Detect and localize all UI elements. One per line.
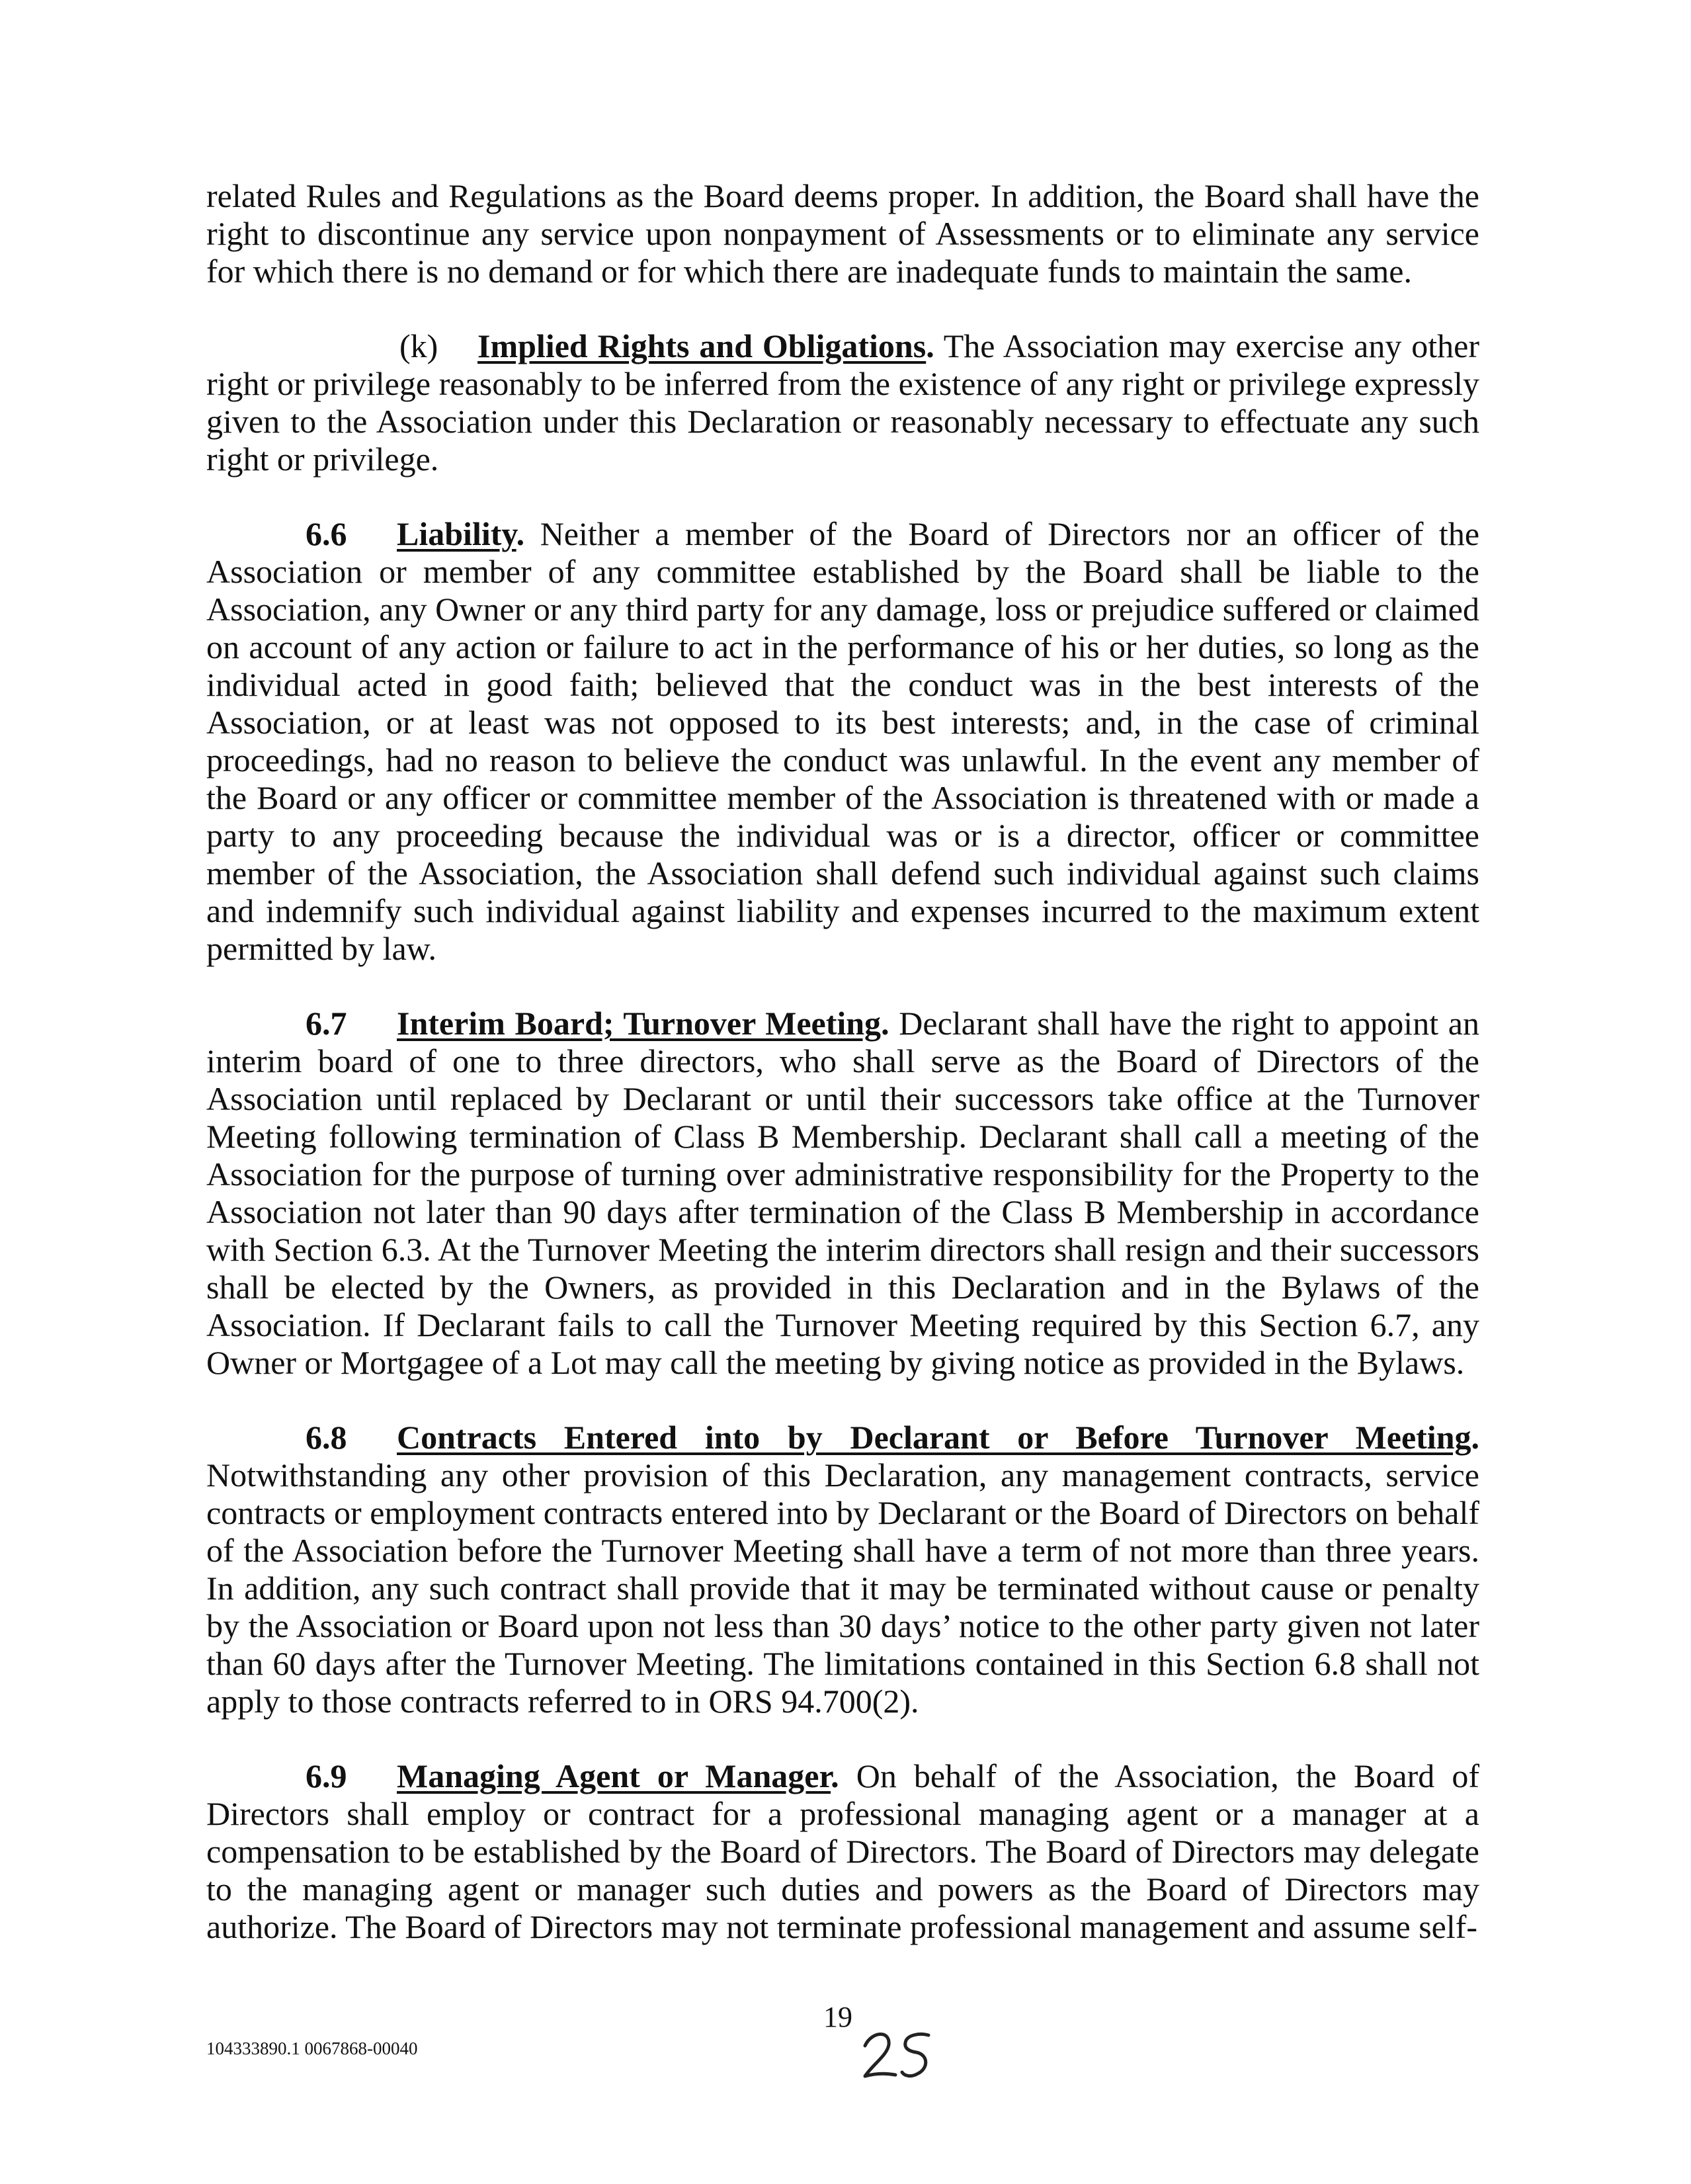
section-body: Neither a member of the Board of Directors nor an officer of the Association or member of any committee established by the Board shall be liable to the Association, any Owner or any third party for any damage, loss or prejudice suffered or claimed on account of any action or failure to act in the performance of his or her duties, so long as the individual acted in good faith; believed that the conduct was in the best interests of the Association, or at least was not opposed to its best interests; and, in the case of criminal proceedings, had no reason to believe the conduct was unlawful. In the event any member of the Board or any officer or committee member of the Association is threatened with or made a party to any proceeding because the individual was or is a director, officer or committee member of the Association, the Association shall defend such individual against such claims and indemnify such individual against liability and expenses incurred to the maximum extent permitted by law. (206, 515, 1480, 967)
section-title: Interim Board; Turnover Meeting (397, 1005, 882, 1042)
section-6-6: 6.6 Liability. Neither a member of the Board of Directors nor an officer of the Association or member of any committee established by the Board shall be liable to the Association, any Owner or any third party for any damage, loss or prejudice suffered or claimed on account of any action or failure to act in the performance of his or her duties, so long as the individual acted in good faith; believed that the conduct was in the best interests of the Association, or at least was not opposed to its best interests; and, in the case of criminal proceedings, had no reason to believe the conduct was unlawful. In the event any member of the Board or any officer or committee member of the Association is threatened with or made a party to any proceeding because the individual was or is a director, officer or committee member of the Association, the Association shall defend such individual against such claims and indemnify such individual against liability and expenses incurred to the maximum extent permitted by law. (206, 515, 1480, 967)
section-body: Declarant shall have the right to appoint an interim board of one to three directors, who shall serve as the Board of Directors of the Association until replaced by Declarant or until their successors take office at the Turnover Meeting following termination of Class B Membership. Declarant shall call a meeting of the Association for the purpose of turning over administrative responsibility for the Property to the Association not later than 90 days after termination of the Class B Membership in accordance with Section 6.3. At the Turnover Meeting the interim directors shall resign and their successors shall be elected by the Owners, as provided in this Declaration and in the Bylaws of the Association. If Declarant fails to call the Turnover Meeting required by this Section 6.7, any Owner or Mortgagee of a Lot may call the meeting by giving notice as provided in the Bylaws. (206, 1005, 1479, 1381)
page-number: 19 (823, 2001, 852, 2033)
handwritten-page-mark (860, 2021, 939, 2087)
section-title: Managing Agent or Manager (397, 1757, 831, 1794)
section-title: Contracts Entered into by Declarant or Before Turnover Meeting (397, 1419, 1471, 1456)
item-title: Implied Rights and Obligations (477, 327, 927, 364)
section-number: 6.7 (306, 1005, 347, 1042)
section-6-7: 6.7 Interim Board; Turnover Meeting. Declarant shall have the right to appoint an interim board of one to three directors, who shall serve as the Board of Directors of the Association until replaced by Declarant or until their successors take office at the Turnover Meeting following termination of Class B Membership. Declarant shall call a meeting of the Association for the purpose of turning over administrative responsibility for the Property to the Association not later than 90 days after termination of the Class B Membership in accordance with Section 6.3. At the Turnover Meeting the interim directors shall resign and their successors shall be elected by the Owners, as provided in this Declaration and in the Bylaws of the Association. If Declarant fails to call the Turnover Meeting required by this Section 6.7, any Owner or Mortgagee of a Lot may call the meeting by giving notice as provided in the Bylaws. (206, 1005, 1479, 1381)
section-title: Liability (397, 515, 516, 552)
paragraph-continuation: related Rules and Regulations as the Board deems proper. In addition, the Board shall have the right to discontinue any service upon nonpayment of Assessments or to eliminate any service for which there is no demand or for which there are inadequate funds to maintain the same. (206, 177, 1479, 290)
section-body: On behalf of the Association, the Board of Directors shall employ or contract for a professional managing agent or a manager at a compensation to be established by the Board of Directors. The Board of Directors may delegate to the managing agent or manager such duties and powers as the Board of Directors may authorize. The Board of Directors may not terminate professional management and assume self- (206, 1757, 1479, 1945)
document-id: 104333890.1 0067868-00040 (206, 2038, 418, 2058)
item-body: The Association may exercise any other right or privilege reasonably to be inferred from the existence of any right or privilege expressly given to the Association under this Declaration or reasonably necessary to effectuate any such right or privilege. (206, 327, 1479, 478)
section-body: Notwithstanding any other provision of this Declaration, any management contracts, service contracts or employment contracts entered into by Declarant or the Board of Directors on behalf of the Association before the Turnover Meeting shall have a term of not more than three years. In addition, any such contract shall provide that it may be terminated without cause or penalty by the Association or Board upon not less than 30 days’ notice to the other party given not later than 60 days after the Turnover Meeting. The limitations contained in this Section 6.8 shall not apply to those contracts referred to in ORS 94.700(2). (206, 1456, 1479, 1720)
section-6-8: 6.8 Contracts Entered into by Declarant or Before Turnover Meeting. Notwithstanding any other provision of this Declaration, any management contracts, service contracts or employment contracts entered into by Declarant or the Board of Directors on behalf of the Association before the Turnover Meeting shall have a term of not more than three years. In addition, any such contract shall provide that it may be terminated without cause or penalty by the Association or Board upon not less than 30 days’ notice to the other party given not later than 60 days after the Turnover Meeting. The limitations contained in this Section 6.8 shall not apply to those contracts referred to in ORS 94.700(2). (206, 1419, 1479, 1720)
section-number: 6.9 (306, 1757, 347, 1794)
paragraph-k: (k) Implied Rights and Obligations. The Association may exercise any other right or privilege reasonably to be inferred from the existence of any right or privilege expressly given to the Association under this Declaration or reasonably necessary to effectuate any such right or privilege. (206, 327, 1479, 478)
section-number: 6.8 (306, 1419, 347, 1456)
section-number: 6.6 (306, 515, 347, 552)
section-6-9: 6.9 Managing Agent or Manager. On behalf of the Association, the Board of Directors shall employ or contract for a professional managing agent or a manager at a compensation to be established by the Board of Directors. The Board of Directors may delegate to the managing agent or manager such duties and powers as the Board of Directors may authorize. The Board of Directors may not terminate professional management and assume self- (206, 1757, 1479, 1945)
document-body (206, 177, 1479, 1946)
item-label: (k) (399, 327, 438, 364)
